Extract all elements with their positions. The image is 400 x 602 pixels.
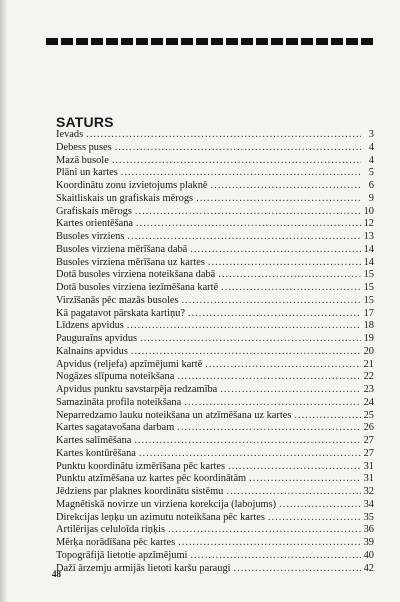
toc-entry-title: Kartes orientēšana [56,218,134,230]
toc-dot-leader [205,359,360,372]
toc-entry-page: 42 [363,562,374,574]
toc-dot-leader [190,244,360,257]
toc-entry-page: 24 [363,396,374,408]
toc-entry-page: 17 [363,307,374,319]
toc-entry-page: 39 [363,537,374,548]
toc-dot-leader [127,231,360,244]
toc-entry-page: 31 [363,473,374,485]
toc-entry [56,473,374,486]
toc-entry-title: Koordinātu zonu izvietojums plaknē [56,180,208,191]
toc-entry-page: 5 [368,167,374,179]
toc-entry-page: 14 [363,256,374,268]
toc-entry-page: 20 [363,345,374,357]
toc-entry-title: Kalnains apvidus [56,345,128,357]
toc-dot-leader [190,550,360,563]
toc-dot-leader [135,206,361,219]
toc-entry-title: Apvidus punktu savstarpēja redzamība [56,384,218,395]
toc-dot-leader [86,129,361,142]
toc-dot-leader [178,537,360,550]
toc-dot-leader [220,384,360,397]
toc-entry [56,486,374,499]
toc-entry [56,422,374,435]
toc-dot-leader [168,524,361,537]
toc-entry-page: 35 [363,511,374,523]
toc-entry [56,461,374,474]
toc-entry-page: 27 [363,435,374,446]
toc-entry [56,550,374,563]
toc-dot-leader [196,193,361,206]
toc-entry [56,282,374,295]
toc-entry [56,244,374,257]
toc-dot-leader [211,180,362,193]
toc-entry-title: Direkcijas leņķu un azimutu noteikšana pēc kartes [56,511,265,523]
toc-entry-title: Skaitliskais un grafiskais mērogs [56,192,194,204]
toc-entry-title: Dotā busoles virziena noteikšana dabā [56,269,216,281]
toc-dot-leader [268,512,361,525]
toc-entry-page: 13 [363,231,374,242]
toc-entry-title: Busoles virziens [56,231,125,242]
toc-entry-title: Punktu koordinātu izmērīšana pēc kartes [56,460,226,472]
toc-entry-title: Topogrāfijā lietotie apzīmējumi [56,549,188,561]
toc-dot-leader [182,295,361,308]
toc-dot-leader [226,486,360,499]
toc-dot-leader [184,397,360,410]
toc-entry-page: 14 [363,243,374,255]
toc-entry-page: 9 [368,192,374,204]
toc-entry [56,410,374,423]
toc-entry-page: 10 [363,205,374,217]
toc-entry-title: Mērķa norādīšana pēc kartes [56,537,176,548]
toc-entry [56,435,374,448]
toc-entry-title: Neparredzamo lauku noteikšana un atzīmēšana uz kartes [56,409,292,421]
toc-entry-page: 15 [363,282,374,293]
toc-entry [56,499,374,512]
toc-entry-page: 21 [363,358,374,370]
toc-entry [56,231,374,244]
toc-entry-title: Busoles virziena mērīšana uz kartes [56,256,205,268]
toc-entry-page: 25 [363,409,374,421]
decorative-dashed-bar [46,38,374,45]
toc-entry-page: 31 [363,460,374,472]
toc-entry [56,359,374,372]
toc-entry [56,193,374,206]
toc-entry [56,384,374,397]
toc-dot-leader [112,155,361,168]
toc-entry [56,218,374,231]
toc-dot-leader [177,371,360,384]
toc-dot-leader [249,473,360,486]
toc-dot-leader [136,218,361,231]
toc-entry-page: 15 [363,269,374,281]
toc-dot-leader [131,346,361,359]
toc-dot-leader [134,435,360,448]
toc-entry-page: 34 [363,498,374,510]
toc-entry [56,295,374,308]
toc-dot-leader [228,461,361,474]
toc-entry [56,448,374,461]
toc-entry-page: 27 [363,447,374,459]
toc-entry [56,206,374,219]
toc-dot-leader [139,448,361,461]
toc-entry-page: 4 [368,154,374,166]
toc-entry-title: Magnētiskā novirze un virziena korekcija (labojums) [56,498,277,510]
toc-entry-title: Debess puses [56,141,112,153]
toc-entry-title: Kartes sagatavošana darbam [56,422,175,434]
toc-entry-page: 23 [363,384,374,395]
toc-entry [56,397,374,410]
toc-entry [56,155,374,168]
toc-entry [56,333,374,346]
page-title: SATURS [56,114,114,130]
toc-entry-page: 19 [363,333,374,344]
toc-entry-page: 6 [368,180,374,191]
toc-entry [56,563,374,576]
toc-entry-title: Grafiskais mērogs [56,205,132,217]
toc-entry-page: 15 [363,294,374,306]
page-number: 48 [52,569,61,579]
toc-entry-title: Apvidus (reljefa) apzīmējumi kartē [56,358,203,370]
toc-entry-title: Busoles virziena mērīšana dabā [56,243,188,255]
toc-entry-title: Kartes kontūrēšana [56,447,136,459]
toc-dot-leader [140,333,361,346]
toc-entry-page: 26 [363,422,374,434]
toc-entry-page: 18 [363,320,374,332]
toc-entry-page: 3 [368,129,374,140]
page-edge-shadow [0,0,8,602]
toc-entry [56,180,374,193]
toc-entry-title: Nogāzes slīpuma noteikšana [56,371,175,383]
toc-entry [56,308,374,321]
toc-entry [56,512,374,525]
toc-entry [56,167,374,180]
toc-dot-leader [188,308,361,321]
toc-dot-leader [115,142,361,155]
toc-entry-title: Mazā busole [56,154,109,166]
toc-entry-page: 32 [363,486,374,497]
toc-entry-title: Virzīšanās pēc mazās busoles [56,294,179,306]
toc-dot-leader [121,167,361,180]
toc-dot-leader [221,282,360,295]
toc-entry [56,129,374,142]
toc-dot-leader [218,269,360,282]
toc-entry [56,269,374,282]
toc-entry-title: Punktu atzīmēšana uz kartes pēc koordinātām [56,473,247,485]
toc-entry [56,537,374,550]
toc-dot-leader [294,410,360,423]
toc-entry [56,371,374,384]
toc-entry-title: Ievads [56,129,84,140]
toc-entry-title: Jēdziens par plaknes koordinātu sistēmu [56,486,224,497]
toc-dot-leader [127,320,361,333]
toc-entry [56,346,374,359]
toc-entry-title: Dažī ārzemju armijās lietoti karšu paraugi [56,562,231,574]
toc-entry-title: Kā pagatavot pārskata kartiņu? [56,307,185,319]
toc-entry-page: 4 [368,141,374,153]
toc-dot-leader [177,422,360,435]
toc-entry [56,257,374,270]
toc-dot-leader [208,257,361,270]
toc-entry-title: Kartes salīmēšana [56,435,132,446]
toc-entry [56,320,374,333]
toc-dot-leader [234,563,361,576]
toc-dot-leader [279,499,360,512]
toc-entry-title: Samazināta profila noteikšana [56,396,182,408]
toc-entry-title: Artilērijas celuloīda riņķis [56,524,166,536]
toc-entry-title: Pauguraīns apvidus [56,333,138,344]
toc-entry-title: Līdzens apvidus [56,320,124,332]
toc-entry-page: 36 [363,524,374,536]
toc-entry-page: 40 [363,549,374,561]
toc-entry [56,524,374,537]
toc-entry-title: Dotā busoles virziena iezīmēšana kartē [56,282,219,293]
toc-entry-title: Plāni un kartes [56,167,118,179]
table-of-contents [56,129,374,575]
toc-entry-page: 22 [363,371,374,383]
toc-entry-page: 12 [363,218,374,230]
toc-entry [56,142,374,155]
